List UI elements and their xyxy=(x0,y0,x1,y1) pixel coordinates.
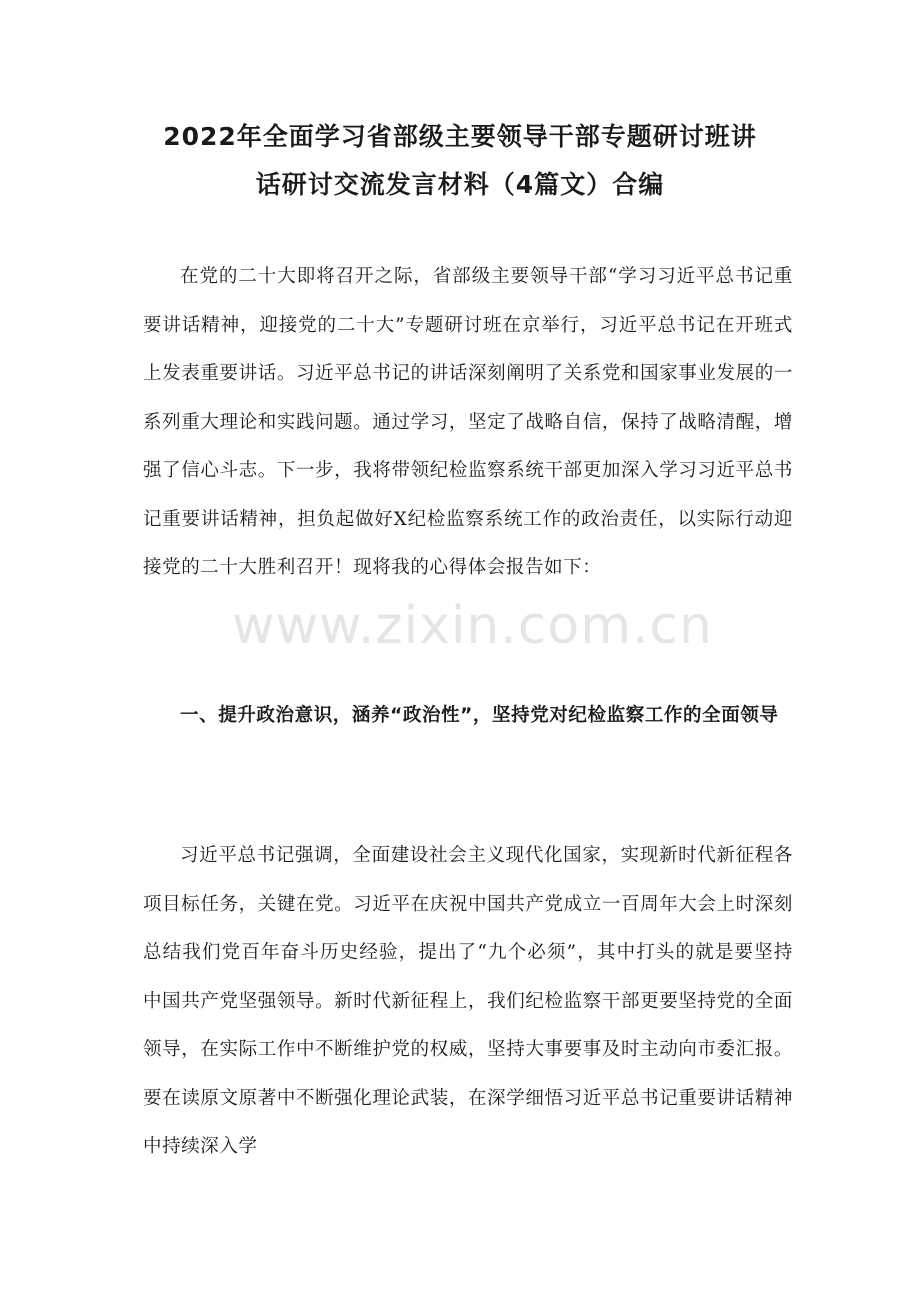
watermark: www.zixin.com.cn xyxy=(232,596,713,656)
section-1-paragraph: 习近平总书记强调，全面建设社会主义现代化国家，实现新时代新征程各项目标任务，关键在党。习近平在庆祝中国共产党成立一百周年大会上时深刻总结我们党百年奋斗历史经验，提出了“九个必须”，其中打头的就是要坚持中国共产党坚强领导。新时代新征程上，我们纪检监察干部更要坚持党的全面领导，在实际工作中不断维护党的权威，坚持大事要事及时主动向市委汇报。要在读原文原著中不断强化理论武装，在深学细悟习近平总书记重要讲话精神中持续深入学 xyxy=(143,845,793,1157)
document-title-line1: 2022年全面学习省部级主要领导干部专题研讨班讲 xyxy=(163,122,757,151)
section-heading-1: 一、提升政治意识，涵养“政治性”，坚持党对纪检监察工作的全面领导 xyxy=(180,705,779,726)
document-title-line2: 话研讨交流发言材料（4篇文）合编 xyxy=(255,170,665,199)
intro-paragraph: 在党的二十大即将召开之际，省部级主要领导干部“学习习近平总书记重要讲话精神，迎接党的二十大”专题研讨班在京举行，习近平总书记在开班式上发表重要讲话。习近平总书记的讲话深刻阐明了关系党和国家事业发展的一系列重大理论和实践问题。通过学习，坚定了战略自信，保持了战略清醒，增强了信心斗志。下一步，我将带领纪检监察系统干部更加深入学习习近平总书记重要讲话精神，担负起做好X纪检监察系统工作的政治责任，以实际行动迎接党的二十大胜利召开！现将我的心得体会报告如下： xyxy=(143,266,793,578)
